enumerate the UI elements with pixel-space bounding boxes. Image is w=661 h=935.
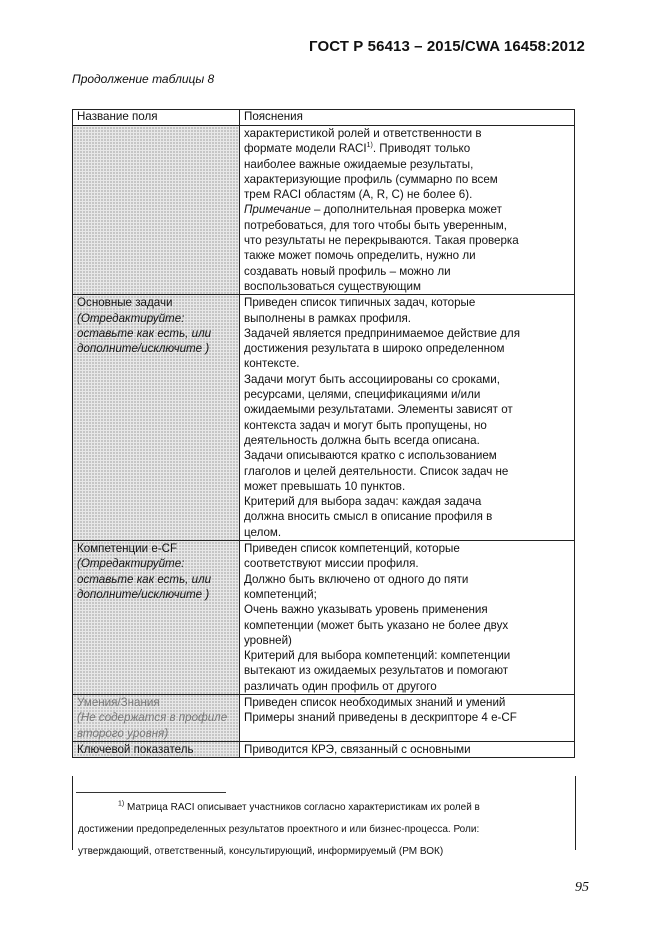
table-row	[73, 741, 575, 757]
table-continuation-caption: Продолжение таблицы 8	[72, 72, 215, 86]
field-note: (Не содержатся в профиле второго уровня)	[77, 711, 228, 740]
field-name: Основные задачи	[77, 296, 173, 310]
field-name: Ключевой показатель	[77, 742, 194, 756]
explanation-cell: Приведен список компетенций, которые соответствуют миссии профиля. Должно быть включено от одного до пяти компетенций; Очень важно указывать уровень применения компетенции (может быть указано не более двух уровней) Критерий для выбора компетенций: компетенции вытекают из ожидаемых результатов и помогают различать один профиль от другого	[240, 541, 575, 695]
field-name-cell	[73, 295, 240, 541]
field-name: Умения/Знания	[77, 695, 160, 709]
column-header-explanations: Пояснения	[240, 110, 575, 126]
field-name-cell	[73, 694, 240, 741]
field-note: (Отредактируйте: оставьте как есть, или дополните/исключите )	[77, 311, 212, 356]
page-number: 95	[575, 880, 589, 895]
table-row	[73, 126, 575, 295]
field-note: (Отредактируйте: оставьте как есть, или дополните/исключите )	[77, 557, 212, 601]
field-name-cell	[73, 541, 240, 695]
footnote-divider	[76, 792, 226, 793]
explanation-cell: характеристикой ролей и ответственности в формате модели RACI$^{1)}$. Приводят только наиболее важные ожидаемые результаты, характеризующие профиль (суммарно по всем трем RACI областям (A, R, C) не более 6). Примечание – дополнительная проверка может потребоваться, для того чтобы быть уверенным, что результаты не перекрываются. Такая проверка также может помочь определить, нужно ли создавать новый профиль – можно ли воспользоваться существующим	[240, 126, 575, 295]
table-row	[73, 295, 575, 541]
table-row	[73, 541, 575, 695]
footnote-marker: 1)	[366, 142, 373, 150]
fields-table	[72, 109, 575, 758]
field-name-cell-empty	[73, 126, 240, 295]
column-header-field-name: Название поля	[73, 110, 240, 126]
table-header-row	[73, 110, 575, 126]
document-code: ГОСТ Р 56413 – 2015/CWA 16458:2012	[309, 38, 585, 55]
explanation-cell: Приведен список необходимых знаний и умений Примеры знаний приведены в дескрипторе 4 e-CF	[240, 694, 575, 741]
table-row	[73, 694, 575, 741]
field-name: Компетенции e-CF	[77, 542, 178, 556]
field-name-cell	[73, 741, 240, 757]
footnote-marker: 1)	[118, 800, 125, 808]
footnote: $^{1)}$ Матрица RACI описывает участников согласно характеристикам их ролей в достижении предопределенных результатов проектного и или бизнес-процесса. Роли: утверждающий, ответственный, консультирующий, информируемый (РМ ВОК)	[78, 800, 480, 857]
explanation-cell: Приведен список типичных задач, которые выполнены в рамках профиля. Задачей является предпринимаемое действие для достижения результата в широко определенном контексте. Задачи могут быть ассоциированы со сроками, ресурсами, целями, спецификациями и/или ожидаемыми результатами. Элементы зависят от контекста задач и могут быть пропущены, но деятельность должна быть всегда описана. Задачи описываются кратко с использованием глаголов и целей деятельности. Список задач не может превышать 10 пунктов. Критерий для выбора задач: каждая задача должна вносить смысл в описание профиля в целом.	[240, 295, 575, 541]
explanation-cell: Приводится КРЭ, связанный с основными	[240, 741, 575, 757]
